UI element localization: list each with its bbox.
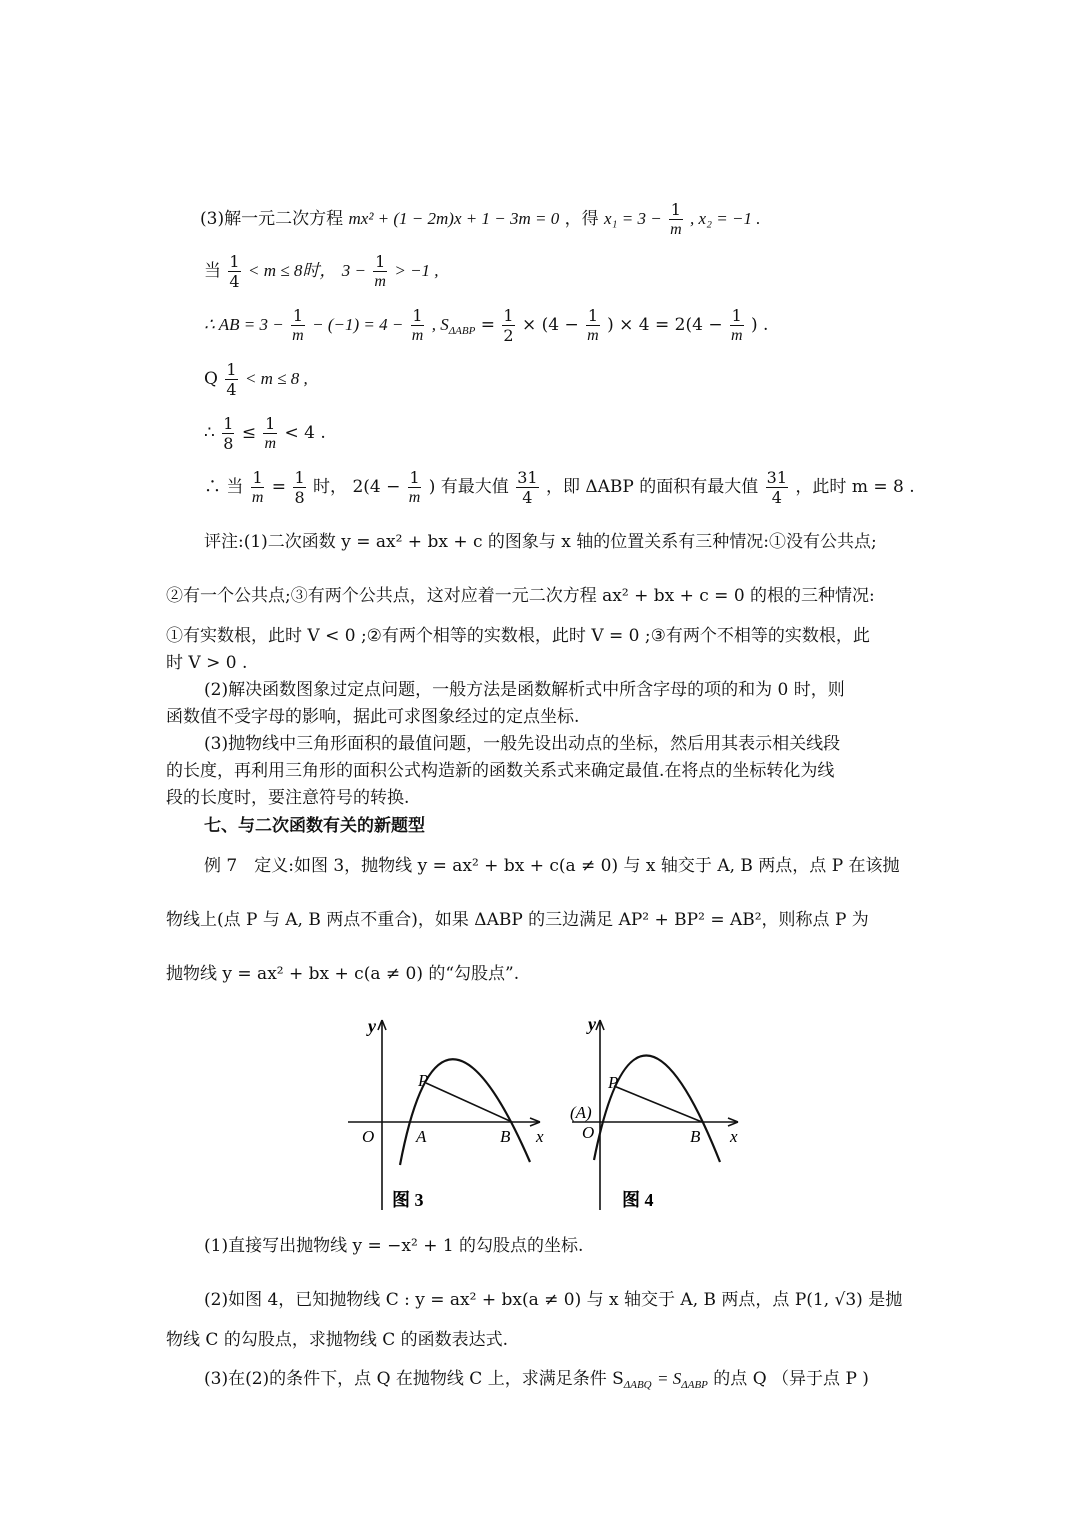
label-P: P — [418, 1071, 429, 1090]
label-O: O — [582, 1123, 595, 1142]
caption-fig4: 图 4 — [622, 1190, 654, 1210]
question-2-line-2: 物线 C 的勾股点，求抛物线 C 的函数表达式. — [166, 1330, 509, 1350]
comment-line-8: 的长度，再利用三角形的面积公式构造新的函数关系式来确定最值.在将点的坐标转化为线 — [166, 761, 835, 781]
label-O: O — [362, 1127, 375, 1146]
comment-line-9: 段的长度时，要注意符号的转换. — [166, 788, 410, 808]
figure-4 — [568, 1010, 748, 1220]
fraction: $\frac{1}{m}$ — [670, 200, 682, 238]
label-B: B — [690, 1127, 701, 1146]
comment-line-5: (2)解决函数图象过定点问题，一般方法是函数解析式中所含字母的项的和为 0 时，则 — [204, 680, 845, 700]
caption-fig3: 图 3 — [392, 1190, 424, 1210]
solution-line-3: ∴ AB = 3 − $\frac{1}{m}$ − (−1) = 4 − $\frac{1}{m}$ , $S_{\Delta ABP}$ = $\frac{1}{2}$ × (4 − $\frac{1}{m}$ ) × 4 = 2(4 − $\frac{1}{m}$ ) . — [204, 306, 769, 345]
label-A: A — [416, 1127, 427, 1146]
label-x: x — [536, 1127, 544, 1146]
comment-line-2: ②有一个公共点;③有两个公共点，这对应着一元二次方程 ax² + bx + c = 0 的根的三种情况: — [166, 586, 875, 606]
example-line-2: 物线上(点 P 与 A, B 两点不重合)，如果 ΔABP 的三边满足 AP² + BP² = AB²，则称点 P 为 — [166, 910, 869, 930]
comment-line-6: 函数值不受字母的影响，据此可求图象经过的定点坐标. — [166, 707, 580, 727]
label-P: P — [608, 1073, 619, 1092]
example-line-1: 例 7 定义:如图 3，抛物线 y = ax² + bx + c(a ≠ 0) 与 x 轴交于 A, B 两点，点 P 在该抛 — [204, 856, 900, 876]
comment-line-1: 评注:(1)二次函数 y = ax² + bx + c 的图象与 x 轴的位置关系有三种情况:①没有公共点; — [204, 532, 877, 552]
label-y: y — [588, 1014, 596, 1034]
comment-line-3: ①有实数根，此时 V < 0 ;②有两个相等的实数根，此时 V = 0 ;③有两个不相等的实数根，此 — [166, 626, 870, 646]
question-3: (3)在(2)的条件下，点 Q 在抛物线 C 上，求满足条件 $S_{\Delta ABQ} = S_{\Delta ABP}$ 的点 Q （异于点 P ) — [204, 1369, 869, 1391]
solution-line-4: Q $\frac{1}{4}$ < m ≤ 8 , — [204, 360, 308, 399]
label-B: B — [500, 1127, 511, 1146]
example-line-3: 抛物线 y = ax² + bx + c(a ≠ 0) 的“勾股点”. — [166, 964, 520, 984]
comment-line-4: 时 V > 0 . — [166, 653, 248, 673]
label-A: (A) — [570, 1103, 592, 1122]
question-1: (1)直接写出抛物线 y = −x² + 1 的勾股点的坐标. — [204, 1236, 584, 1256]
segment-PB — [614, 1086, 702, 1122]
section-heading: 七、与二次函数有关的新题型 — [204, 816, 425, 836]
label-x: x — [730, 1127, 738, 1146]
solution-line-2: 当 $\frac{1}{4}$ < m ≤ 8时， 3 − $\frac{1}{m}$ > −1 , — [204, 252, 439, 291]
label-y: y — [368, 1016, 376, 1036]
parabola — [594, 1055, 720, 1162]
solution-line-5: ∴ $\frac{1}{8}$ ≤ $\frac{1}{m}$ < 4 . — [204, 414, 326, 453]
solution-line-6: ∴ 当 $\frac{1}{m}$ = $\frac{1}{8}$ 时， 2(4 − $\frac{1}{m}$ ) 有最大值 $\frac{31}{4}$ ，即 ΔABP 的面积有最大值 $\frac{31}{4}$ ，此时 m = 8 . — [204, 468, 915, 507]
solution-line-1: (3)解一元二次方程 mx² + (1 − 2m)x + 1 − 3m = 0 ，得 x₁ = 3 − $\frac{1}{m}$ , x₂ = −1 . — [200, 200, 761, 238]
comment-line-7: (3)抛物线中三角形面积的最值问题，一般先设出动点的坐标，然后用其表示相关线段 — [204, 734, 841, 754]
figure-3 — [340, 1010, 560, 1220]
question-2-line-1: (2)如图 4，已知抛物线 C : y = ax² + bx(a ≠ 0) 与 x 轴交于 A, B 两点，点 P(1, √3) 是抛 — [204, 1290, 903, 1310]
